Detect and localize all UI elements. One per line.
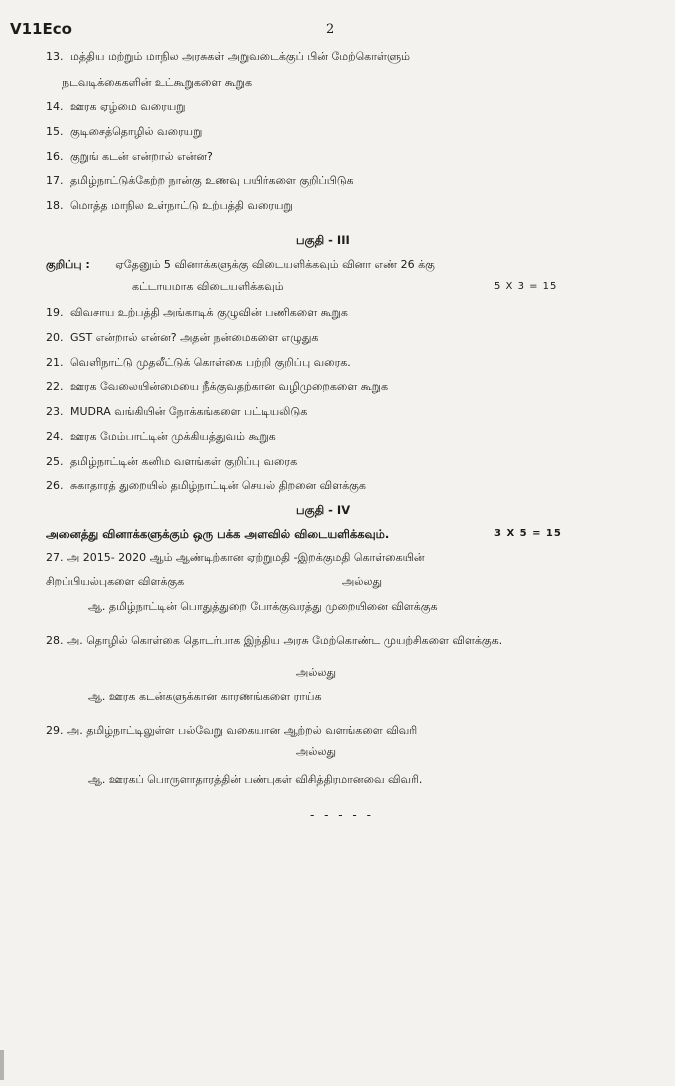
question-number: 23.	[46, 405, 64, 418]
question-27-or: அல்லது	[342, 575, 383, 588]
question-number: 24.	[46, 430, 64, 443]
note-line-1: ஏதேனும் 5 வினாக்களுக்கு விடையளிக்கவும் வினா எண் 26 க்கு	[115, 258, 435, 271]
question-number: 17.	[46, 174, 64, 187]
question-23	[46, 405, 307, 420]
question-text: மொத்த மாநில உள்நாட்டு உற்பத்தி வரையறு	[70, 199, 293, 212]
question-number: 19.	[46, 306, 64, 319]
question-25	[46, 455, 297, 470]
question-18	[46, 199, 293, 214]
question-27-line-2: சிறப்பியல்புகளை விளக்குக	[46, 575, 185, 588]
question-text: தமிழ்நாட்டின் கனிம வளங்கள் குறிப்பு வரைக	[70, 455, 298, 468]
page-number: 2	[326, 22, 335, 37]
paper-code: V11Eco	[10, 20, 72, 38]
question-text: மத்திய மற்றும் மாநில அரசுகள் அறுவடைக்குப் பின் மேற்கொள்ளும்	[70, 50, 410, 63]
part4-title: பகுதி - IV	[296, 503, 351, 517]
question-24	[46, 430, 276, 445]
question-29-line-1: 29. அ. தமிழ்நாட்டிலுள்ள பல்வேறு வகையான ஆற்றல் வளங்களை விவரி	[46, 724, 418, 737]
note-line-2: கட்டாயமாக விடையளிக்கவும்	[132, 280, 284, 293]
question-27-alternative: ஆ. தமிழ்நாட்டின் பொதுத்துறை போக்குவரத்து முறையினை விளக்குக	[88, 600, 438, 613]
question-number: 25.	[46, 455, 64, 468]
question-number: 20.	[46, 331, 64, 344]
note-label: குறிப்பு :	[46, 258, 90, 271]
question-number: 14.	[46, 100, 64, 113]
question-number: 16.	[46, 150, 64, 163]
question-number: 22.	[46, 380, 64, 393]
question-text: ஊரக ஏழ்மை வரையறு	[70, 100, 186, 113]
question-19	[46, 306, 348, 321]
question-22	[46, 380, 388, 395]
end-of-paper-mark: - - - - -	[310, 808, 374, 822]
question-26	[46, 479, 366, 494]
question-text: தமிழ்நாட்டுக்கேற்ற நான்கு உணவு பயிர்களை குறிப்பிடுக	[70, 174, 354, 187]
question-21	[46, 356, 351, 371]
question-29-or: அல்லது	[296, 745, 337, 758]
question-28-alternative: ஆ. ஊரக கடன்களுக்கான காரணங்களை ராய்க	[88, 690, 322, 703]
question-text: விவசாய உற்பத்தி அங்காடிக் குழுவின் பணிகளை கூறுக	[70, 306, 348, 319]
question-text: வெளிநாட்டு முதலீட்டுக் கொள்கை பற்றி குறிப்பு வரைக.	[70, 356, 351, 369]
part4-marks: 3 X 5 = 15	[494, 528, 562, 539]
question-27-line-1: 27. அ 2015- 2020 ஆம் ஆண்டிற்கான ஏற்றுமதி -இறக்குமதி கொள்கையின்	[46, 551, 425, 564]
part3-title: பகுதி - III	[296, 233, 350, 247]
question-number: 15.	[46, 125, 64, 138]
question-text: குடிசைத்தொழில் வரையறு	[70, 125, 203, 138]
question-16	[46, 150, 213, 165]
part4-instruction: அனைத்து வினாக்களுக்கும் ஒரு பக்க அளவில் விடையளிக்கவும்.	[46, 527, 390, 541]
question-number: 21.	[46, 356, 64, 369]
question-28-line-1: 28. அ. தொழில் கொள்கை தொடர்பாக இந்திய அரசு மேற்கொண்ட முயற்சிகளை விளக்குக.	[46, 634, 503, 647]
question-14	[46, 100, 185, 115]
question-number: 13.	[46, 50, 64, 63]
question-15	[46, 125, 202, 140]
part3-note	[46, 258, 435, 273]
question-text: ஊரக வேலையின்மையை நீக்குவதற்கான வழிமுறைகளை கூறுக	[70, 380, 389, 393]
question-text: குறுங் கடன் என்றால் என்ன?	[70, 150, 213, 163]
question-text: GST என்றால் என்ன? அதன் நன்மைகளை எழுதுக	[70, 331, 319, 344]
question-20	[46, 331, 318, 346]
question-number: 18.	[46, 199, 64, 212]
question-text: ஊரக மேம்பாட்டின் முக்கியத்துவம் கூறுக	[70, 430, 276, 443]
question-28-or: அல்லது	[296, 666, 337, 679]
question-13	[46, 50, 410, 65]
question-13-continuation: நடவடிக்கைகளின் உட்கூறுகளை கூறுக	[62, 76, 253, 89]
part3-marks: 5 X 3 = 15	[494, 281, 558, 292]
question-29-alternative: ஆ. ஊரகப் பொருளாதாரத்தின் பண்புகள் விசித்திரமானவை விவரி.	[88, 773, 423, 786]
question-number: 26.	[46, 479, 64, 492]
scan-edge-mark	[0, 1050, 4, 1080]
question-text: MUDRA வங்கியின் நோக்கங்களை பட்டியலிடுக	[70, 405, 308, 418]
question-17	[46, 174, 354, 189]
question-text: சுகாதாரத் துறையில் தமிழ்நாட்டின் செயல் திறனை விளக்குக	[70, 479, 366, 492]
